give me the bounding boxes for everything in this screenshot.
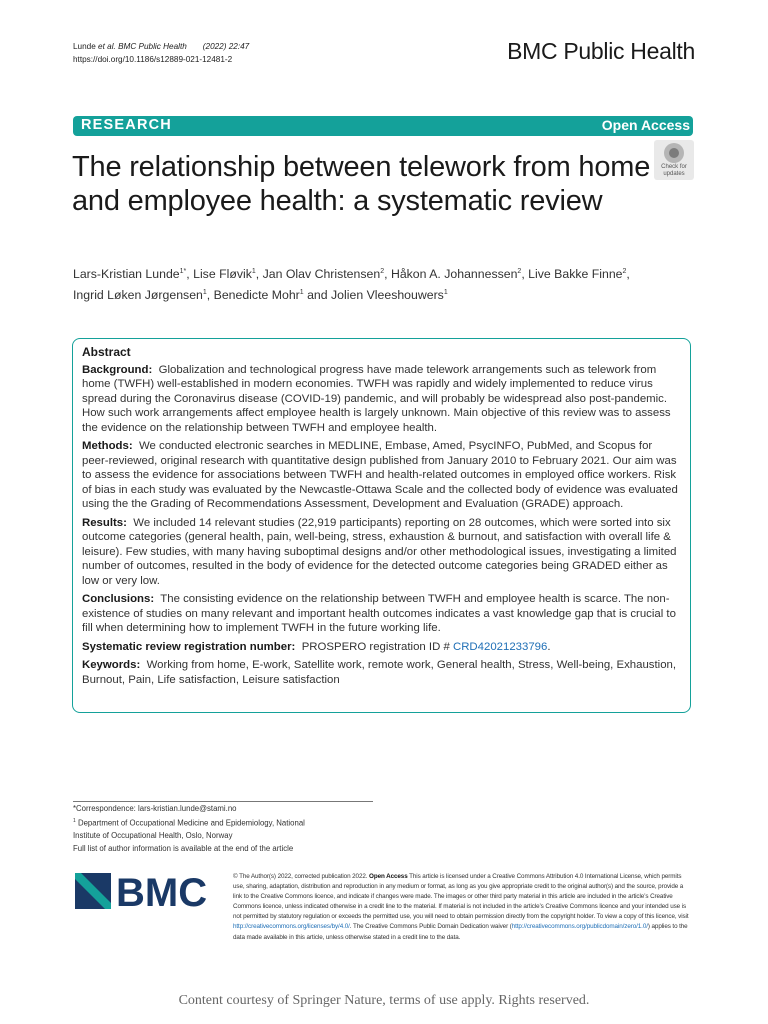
public-domain-link[interactable]: http://creativecommons.org/publicdomain/zero/1.0/ — [511, 923, 648, 931]
citation-year: (2022) 22:47 — [202, 42, 250, 51]
registration-link[interactable]: CRD42021233796 — [452, 640, 548, 653]
abstract-heading: Abstract — [82, 345, 131, 359]
footnote-divider — [73, 801, 373, 802]
author: Benedicte Mohr$^1$ and — [213, 287, 332, 302]
affiliation-cont: Institute of Occupational Health, Oslo, Norway — [73, 831, 233, 841]
author: Jan Olav Christensen$^2$, — [262, 267, 391, 282]
abstract-keywords: Keywords: Working from home, E-work, Satellite work, remote work, General health, Stress, Well-being, Exhaustion, Burnout, Pain, Life satisfaction, Leisure satisfaction — [82, 659, 677, 686]
abstract-results: Results: We included 14 relevant studies (22,919 participants) reporting on 28 outcomes, which were sorted into six outcome categories (general health, pain, well-being, stress, exhaustion & burnout, and satisfaction with overall life & leisure). Few studies, with many having suboptimal designs and/or other methodological issues, investigating a limited number of outcomes, resulted in the body of evidence for the detected outcome categories being GRADED either as low or very low. — [82, 516, 677, 587]
correspondence: *Correspondence: lars-kristian.lunde@stami.no — [73, 804, 237, 813]
abstract-box — [72, 338, 691, 713]
author: Håkon A. Johannessen$^2$, — [390, 267, 529, 282]
article-type-label: RESEARCH — [81, 117, 172, 133]
author-list — [73, 263, 693, 304]
citation-line: Lunde et al. BMC Public Health (2022) 22:47 — [73, 42, 250, 51]
journal-name: BMC Public Health — [507, 38, 695, 64]
bmc-logo-text: BMC — [116, 873, 208, 909]
author: Jolien Vleeshouwers$^1$ — [331, 287, 448, 302]
author: Lars-Kristian Lunde$^{1*}$, — [73, 267, 194, 282]
article-type-band — [73, 116, 693, 136]
bmc-logo — [75, 873, 215, 909]
abstract-conclusions: Conclusions: The consisting evidence on the relationship between TWFH and employee health is scarce. The non-existence of studies on many relevant and important health outcomes indicates a vast knowledge gap that is crucial to fill when determining how to implement TWFH in the future working life. — [82, 593, 676, 634]
article-title: The relationship between telework from home and employee health: a systematic review — [72, 151, 651, 217]
doi-link[interactable]: https://doi.org/10.1186/s12889-021-12481-2 — [73, 54, 233, 64]
author: Live Bakke Finne$^2$, — [528, 267, 630, 282]
license-text: © The Author(s) 2022, corrected publication 2022. Open Access This article is licensed under a Creative Commons Attribution 4.0 International License, which permits use, sharing, adaptation, distribution and reproduction in any medium or format, as long as you give appropriate credit to the original author(s) and the source, provide a link to the Creative Commons licence, and indicate if changes were made. The images or other third party material in this article are included in the article’s Creative Commons licence, unless indicated otherwise in a credit line to the material. If material is not included in the article’s Creative Commons licence and your intended use is not permitted by statutory regulation or exceeds the permitted use, you will need to obtain permission directly from the copyright holder. To view a copy of this licence, visit http://creativecommons.org/licenses/by/4.0/. The Creative Commons Public Domain Dedication waiver (http://creativecommons.org/publicdomain/zero/1.0/) applies to the data made available in this article, unless otherwise stated in a credit line to the data. — [233, 873, 689, 941]
license-link[interactable]: http://creativecommons.org/licenses/by/4.0/ — [233, 923, 350, 931]
affiliation: $^1$ Department of Occupational Medicine and Epidemiology, National — [73, 818, 305, 828]
check-for-updates-icon — [664, 143, 684, 163]
abstract-registration: Systematic review registration number: PROSPERO registration ID # CRD42021233796. — [82, 640, 551, 653]
citation-journal: et al. BMC Public Health — [98, 42, 187, 51]
footnotes — [73, 803, 383, 855]
citation-header — [73, 41, 249, 66]
abstract-methods: Methods: We conducted electronic searches in MEDLINE, Embase, Amed, PsycINFO, PubMed, and Scopus for peer-reviewed, original research with quantitative design published from January 2010 to February 2021. Our aim was to assess the evidence for associations between TWFH and health-related outcomes in employed office workers. Risk of bias in each study was evaluated by the Newcastle-Ottawa Scale and the collected body of evidence was evaluated using the the Grading of Recommendations Assessment, Development and Evaluation (GRADE) approach. — [82, 440, 678, 510]
author: Ingrid Løken Jørgensen$^1$, — [73, 287, 214, 302]
abstract-background: Background: Globalization and technological progress have made telework arrangements such as telework from home (TWFH) well-established in modern economies. TWFH was rapidly and widely implemented to reduce virus spread during the Coronavirus disease (COVID-19) pandemic, and will probably be widespread also post-pandemic. How such work arrangements affect employee health is largely unknown. Main objective of this review was to assess the evidence on the relationship between TWFH and employee health. — [82, 363, 671, 434]
author-info-note: Full list of author information is available at the end of the article — [73, 843, 294, 853]
author: Lise Fløvik$^1$, — [193, 267, 263, 282]
open-access-label: Open Access — [601, 117, 690, 133]
check-for-updates-button[interactable]: Check for updates — [654, 140, 694, 180]
courtesy-notice: Content courtesy of Springer Nature, terms of use apply. Rights reserved. — [178, 993, 590, 1008]
